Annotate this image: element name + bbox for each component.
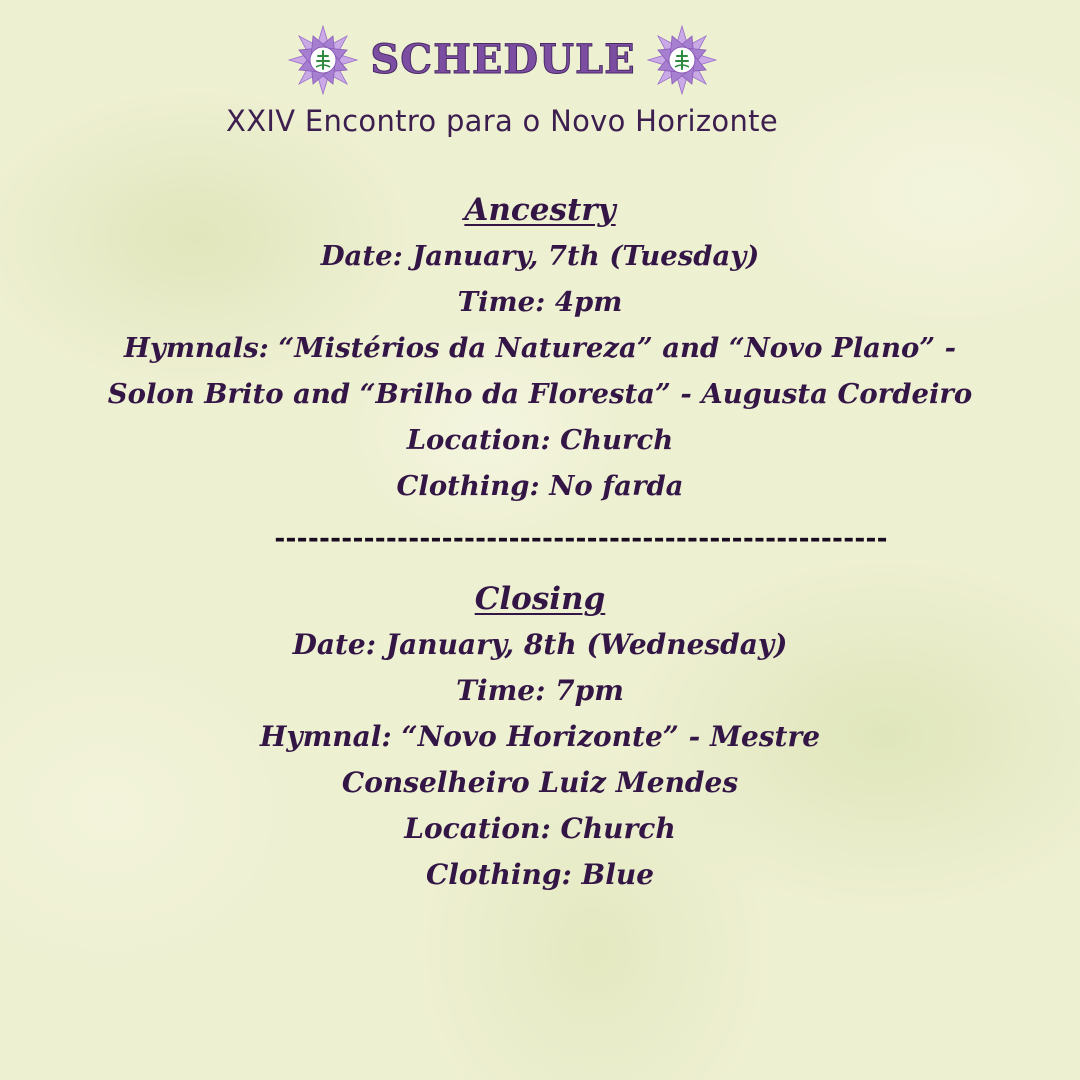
- date-line: Date: January, 7th (Tuesday): [320, 240, 760, 272]
- hymnal-line: Hymnals: “Mistérios da Natureza” and “Novo Plano” -: [123, 332, 957, 364]
- hymnal-line: Conselheiro Luiz Mendes: [341, 766, 739, 799]
- star-cross-emblem-icon: [646, 24, 718, 96]
- section-heading: Closing: [474, 581, 606, 617]
- schedule-section-closing: [60, 576, 1020, 898]
- time-line: Time: 7pm: [456, 674, 624, 707]
- date-line: Date: January, 8th (Wednesday): [292, 628, 788, 661]
- location-line: Location: Church: [404, 812, 676, 845]
- time-line: Time: 4pm: [457, 286, 623, 318]
- hymnal-line: Solon Brito and “Brilho da Floresta” - Augusta Cordeiro: [107, 378, 973, 410]
- clothing-line: Clothing: No farda: [396, 470, 684, 502]
- location-line: Location: Church: [406, 424, 674, 456]
- header: [0, 24, 1080, 96]
- clothing-line: Clothing: Blue: [425, 858, 655, 891]
- schedule-section-ancestry: [60, 187, 1020, 509]
- page-title: SCHEDULE: [370, 36, 636, 83]
- section-heading: Ancestry: [464, 192, 616, 228]
- section-divider: -------------------------------------------------------: [272, 524, 886, 554]
- star-cross-emblem-icon: [287, 24, 359, 96]
- event-subtitle: XXIV Encontro para o Novo Horizonte: [226, 104, 778, 138]
- hymnal-line: Hymnal: “Novo Horizonte” - Mestre: [259, 720, 821, 753]
